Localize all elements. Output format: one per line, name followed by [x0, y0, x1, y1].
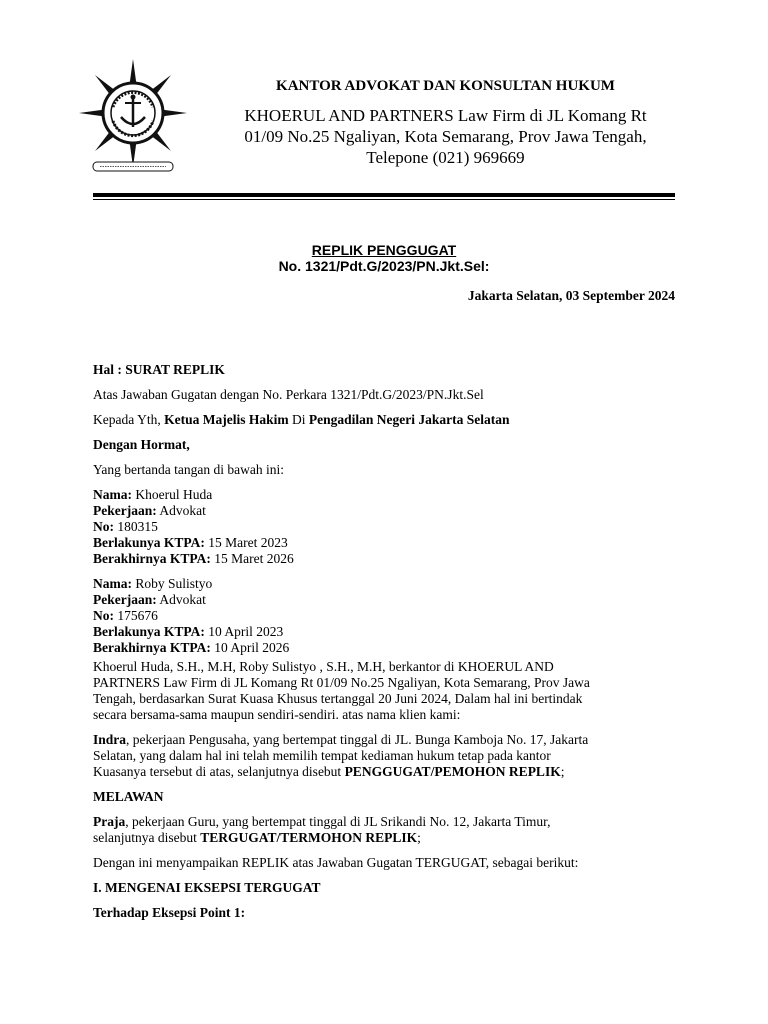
addressee-line: Kepada Yth, Ketua Majelis Hakim Di Pengadilan Negeri Jakarta Selatan [93, 412, 510, 427]
office-heading: KANTOR ADVOKAT DAN KONSULTAN HUKUM [276, 78, 615, 94]
firm-address [208, 105, 683, 168]
subsection-heading: Terhadap Eksepsi Point 1: [93, 905, 246, 920]
defendant-paragraph: Praja, pekerjaan Guru, yang bertempat tinggal di JL Srikandi No. 12, Jakarta Timur, selanjutnya disebut TERGUGAT/TERMOHON REPLIK; [93, 814, 551, 845]
letterhead-divider-thin [93, 199, 675, 200]
firm-address-line2: 01/09 No.25 Ngaliyan, Kota Semarang, Prov Jawa Tengah, [244, 127, 647, 146]
defendant-role: TERGUGAT/TERMOHON REPLIK [200, 830, 418, 845]
power-of-attorney-paragraph: Khoerul Huda, S.H., M.H, Roby Sulistyo , S.H., M.H, berkantor di KHOERUL AND PARTNERS Law Firm di JL Komang Rt 01/09 No.25 Ngaliyan, Kota Semarang, Prov Jawa Tengah, berdasarkan Surat Kuasa Khusus tertanggal 20 Juni 2024, Dalam hal ini bertindak secara bersama-sama maupun sendiri-sendiri. atas nama klien kami: [93, 659, 590, 722]
plaintiff-paragraph: Indra, pekerjaan Pengusaha, yang bertempat tinggal di JL. Bunga Kamboja No. 17, Jakarta Selatan, yang dalam hal ini telah memilih tempat kediaman hukum tetap pada kantor Kuasanya tersebut di atas, selanjutnya disebut PENGGUGAT/PEMOHON REPLIK; [93, 732, 589, 779]
addressee-judge: Ketua Majelis Hakim [164, 412, 289, 427]
case-number: No. 1321/Pdt.G/2023/PN.Jkt.Sel: [278, 258, 490, 274]
advocate-2: Nama: Roby Sulistyo Pekerjaan: Advokat No: 175676 Berlakunya KTPA: 10 April 2023 Berakhirnya KTPA: 10 April 2026 [93, 576, 290, 655]
place-date: Jakarta Selatan, 03 September 2024 [467, 288, 675, 303]
letter-body [93, 362, 675, 930]
intro-line: Yang bertanda tangan di bawah ini: [93, 462, 284, 477]
subject-line: Hal : SURAT REPLIK [93, 362, 225, 377]
firm-phone: Telepone (021) 969669 [366, 148, 525, 167]
law-firm-logo [78, 58, 188, 176]
closing-line: Dengan ini menyampaikan REPLIK atas Jawaban Gugatan TERGUGAT, sebagai berikut: [93, 855, 579, 870]
defendant-name: Praja [93, 814, 126, 829]
versus-heading: MELAWAN [93, 789, 164, 804]
salutation: Dengan Hormat, [93, 437, 190, 452]
advocate-1: Nama: Khoerul Huda Pekerjaan: Advokat No: 180315 Berlakunya KTPA: 15 Maret 2023 Berakhirnya KTPA: 15 Maret 2026 [93, 487, 294, 566]
firm-address-line1: KHOERUL AND PARTNERS Law Firm di JL Komang Rt [244, 106, 647, 125]
addressee-court: Pengadilan Negeri Jakarta Selatan [308, 412, 510, 427]
reference-line: Atas Jawaban Gugatan dengan No. Perkara 1321/Pdt.G/2023/PN.Jkt.Sel [93, 387, 484, 402]
document-title: REPLIK PENGGUGAT [311, 242, 457, 258]
letterhead-divider-thick [93, 193, 675, 197]
plaintiff-role: PENGGUGAT/PEMOHON REPLIK [344, 764, 561, 779]
section-heading: I. MENGENAI EKSEPSI TERGUGAT [93, 880, 321, 895]
plaintiff-name: Indra [93, 732, 127, 747]
